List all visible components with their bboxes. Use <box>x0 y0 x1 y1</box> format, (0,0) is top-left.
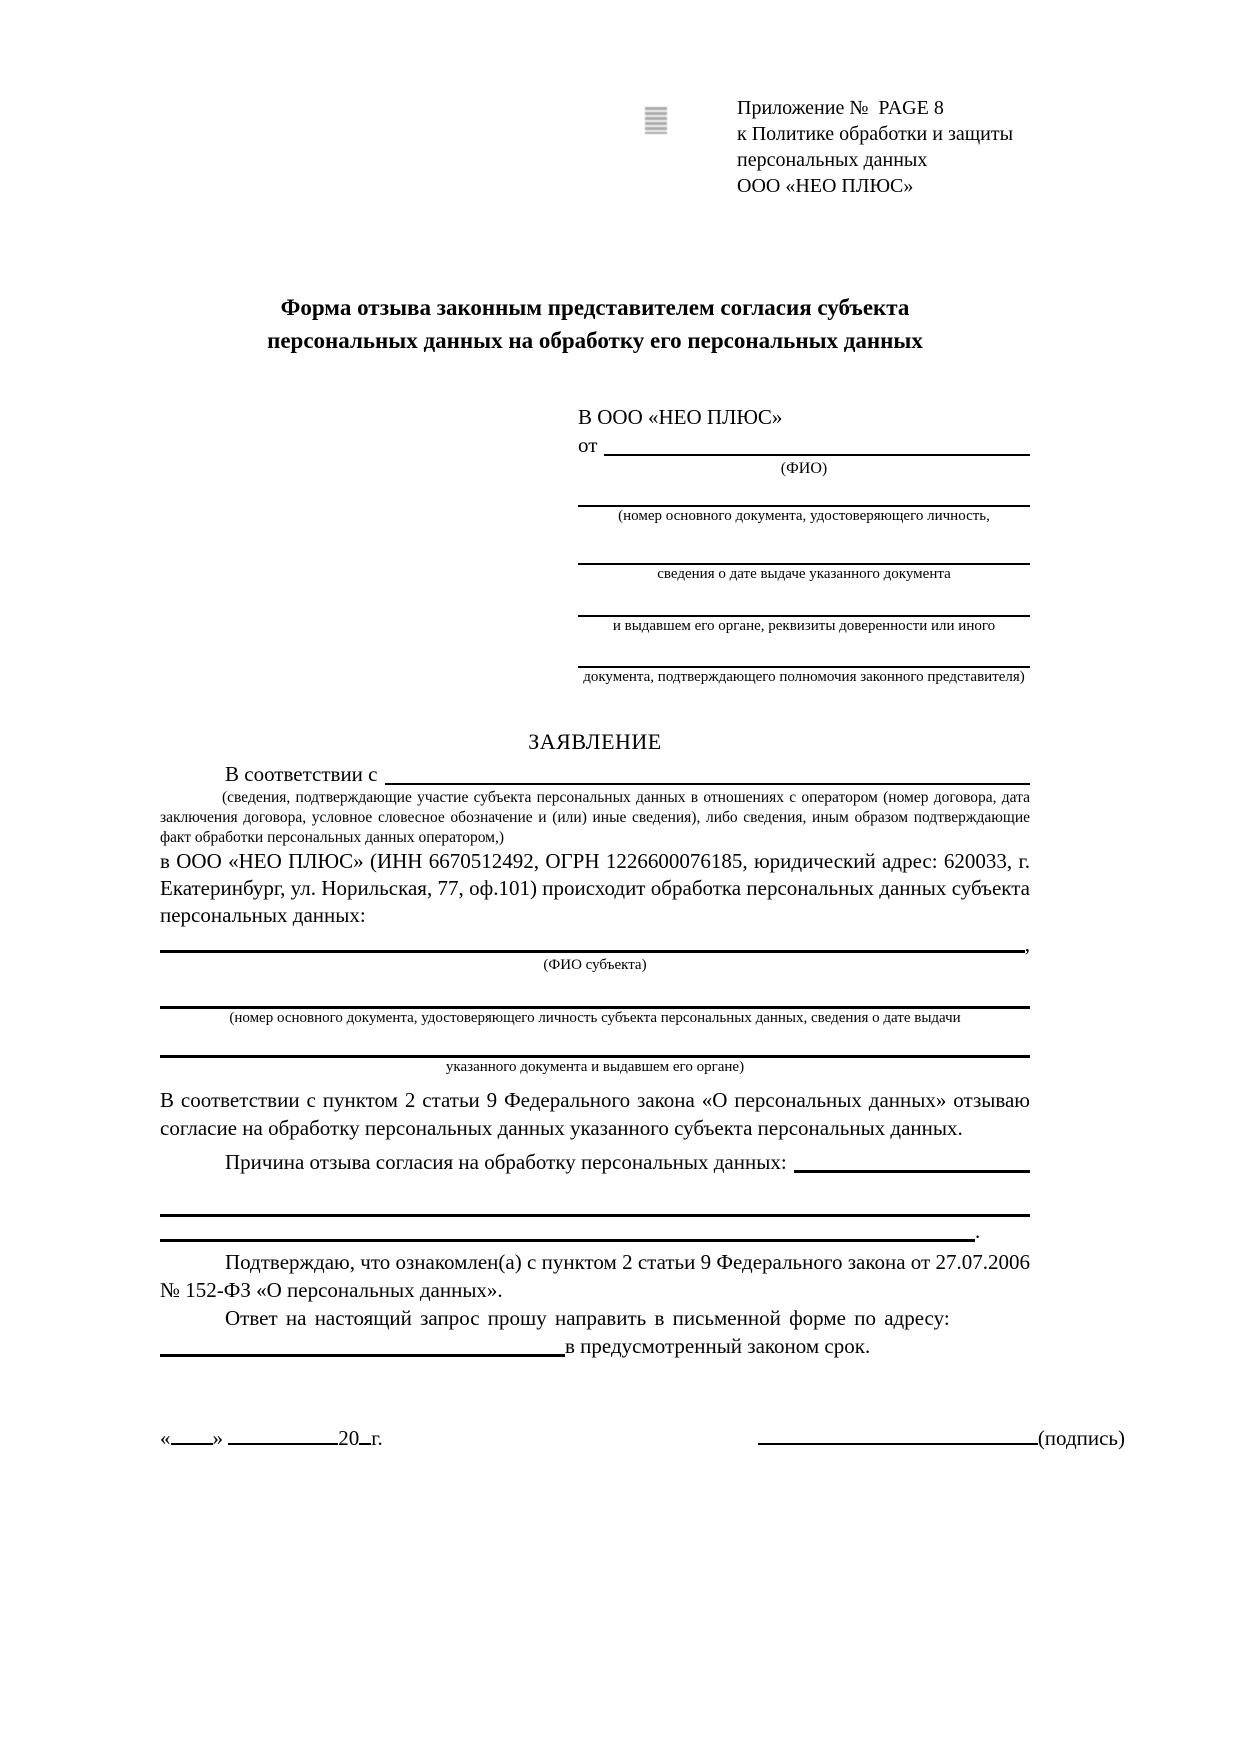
year-suffix: г. <box>371 1426 383 1450</box>
signature-fill-line <box>758 1424 1038 1445</box>
issue-date-caption: сведения о дате выдаче указанного документа <box>657 566 951 582</box>
from-fill-line <box>604 431 1030 456</box>
signature-date-row <box>160 1424 1125 1452</box>
policy-reference-line: к Политике обработки и защиты <box>737 123 1014 145</box>
date-quote-close: » <box>212 1426 223 1450</box>
reply-request-line: Ответ на настоящий запрос прошу направить в письменной форме по адресу: <box>225 1306 950 1330</box>
subject-fio-fill-line <box>160 950 1025 953</box>
operator-paragraph: в ООО «НЕО ПЛЮС» (ИНН 6670512492, ОГРН 1226600076185, юридический адрес: 620033, г. Екатеринбург, ул. Норильская, 77, оф.101) происходит обработка персональных данных субъекта персональных данных: <box>160 849 1030 927</box>
statement-intro-field <box>160 760 1030 788</box>
confirmation-paragraph: Подтверждаю, что ознакомлен(а) с пунктом 2 статьи 9 Федерального закона от 27.07.2006 № 152-ФЗ «О персональных данных». <box>160 1250 1030 1302</box>
statement-heading: ЗАЯВЛЕНИЕ <box>528 729 662 754</box>
page-title <box>160 291 1030 357</box>
reply-address-field <box>160 1332 1030 1360</box>
addressee-to: В ООО «НЕО ПЛЮС» <box>578 405 783 429</box>
policy-reference-line2: персональных данных <box>737 149 928 171</box>
reason-fill-line3 <box>160 1239 975 1242</box>
document-number-fill-line <box>578 479 1030 507</box>
issuing-authority-caption: и выдавшем его органе, реквизиты доверенности или иного <box>612 618 996 634</box>
date-quote-open: « <box>160 1426 171 1450</box>
subject-fio-field <box>160 929 1030 956</box>
issuing-authority-fill-line <box>578 583 1030 617</box>
subject-document-fill-line <box>160 974 1030 1009</box>
from-field <box>578 431 1030 459</box>
signature-caption: (подпись) <box>1037 1426 1125 1450</box>
appendix-reference-block <box>737 95 1037 199</box>
reason-fill-line3-row <box>160 1217 1030 1245</box>
representative-authority-fill-line <box>578 635 1030 668</box>
statement-intro-fill-line <box>385 760 1031 785</box>
reply-suffix: в предусмотренный законом срок. <box>565 1334 871 1358</box>
subject-document-caption2: указанного документа и выдавшем его органе) <box>445 1059 745 1075</box>
day-fill-line <box>171 1424 213 1445</box>
issue-date-fill-line <box>578 525 1030 565</box>
reason-fill-line2 <box>160 1176 1030 1217</box>
reason-line-suffix: . <box>975 1219 981 1243</box>
year-fill-line <box>359 1424 371 1445</box>
date-field <box>160 1424 383 1452</box>
blurred-text-fragment-icon <box>645 107 667 134</box>
fio-caption: (ФИО) <box>780 460 828 477</box>
representative-authority-caption: документа, подтверждающего полномочия законного представителя) <box>583 669 1025 685</box>
subject-document-fill-line2 <box>160 1027 1030 1058</box>
page-title-line1: Форма отзыва законным представителем согласия субъекта <box>280 295 910 320</box>
document-number-caption: (номер основного документа, удостоверяющего личность, <box>618 508 990 524</box>
statement-intro-label: В соответствии с <box>225 762 378 786</box>
page-title-line2: персональных данных на обработку его персональных данных <box>267 328 923 353</box>
reason-fill-line <box>794 1148 1030 1173</box>
subject-document-caption: (номер основного документа, удостоверяющего личность субъекта персональных данных, сведения о дате выдачи <box>229 1010 961 1026</box>
intro-footnote: (сведения, подтверждающие участие субъекта персональных данных в отношениях с оператором (номер договора, дата заключения договора, условное словесное обозначение и (или) иные сведения), либо сведения, иным образом подтверждающие факт обработки персональных данных оператором,) <box>160 789 1030 846</box>
appendix-number-line: Приложение № PAGE 8 <box>737 97 944 119</box>
from-label: от <box>578 433 598 457</box>
subject-fio-caption: (ФИО субъекта) <box>543 957 647 973</box>
signature-field <box>758 1424 1125 1452</box>
reply-address-fill-line <box>160 1332 565 1357</box>
company-name-line: ООО «НЕО ПЛЮС» <box>737 175 914 197</box>
month-fill-line <box>228 1424 338 1445</box>
subject-fio-suffix: , <box>1024 932 1030 956</box>
reason-label: Причина отзыва согласия на обработку персональных данных: <box>225 1150 787 1174</box>
year-prefix: 20 <box>338 1426 360 1450</box>
reason-field <box>160 1148 1030 1176</box>
withdrawal-paragraph: В соответствии с пунктом 2 статьи 9 Федерального закона «О персональных данных» отзываю согласие на обработку персональных данных указанного субъекта персональных данных. <box>160 1088 1030 1140</box>
addressee-block <box>578 403 1030 686</box>
